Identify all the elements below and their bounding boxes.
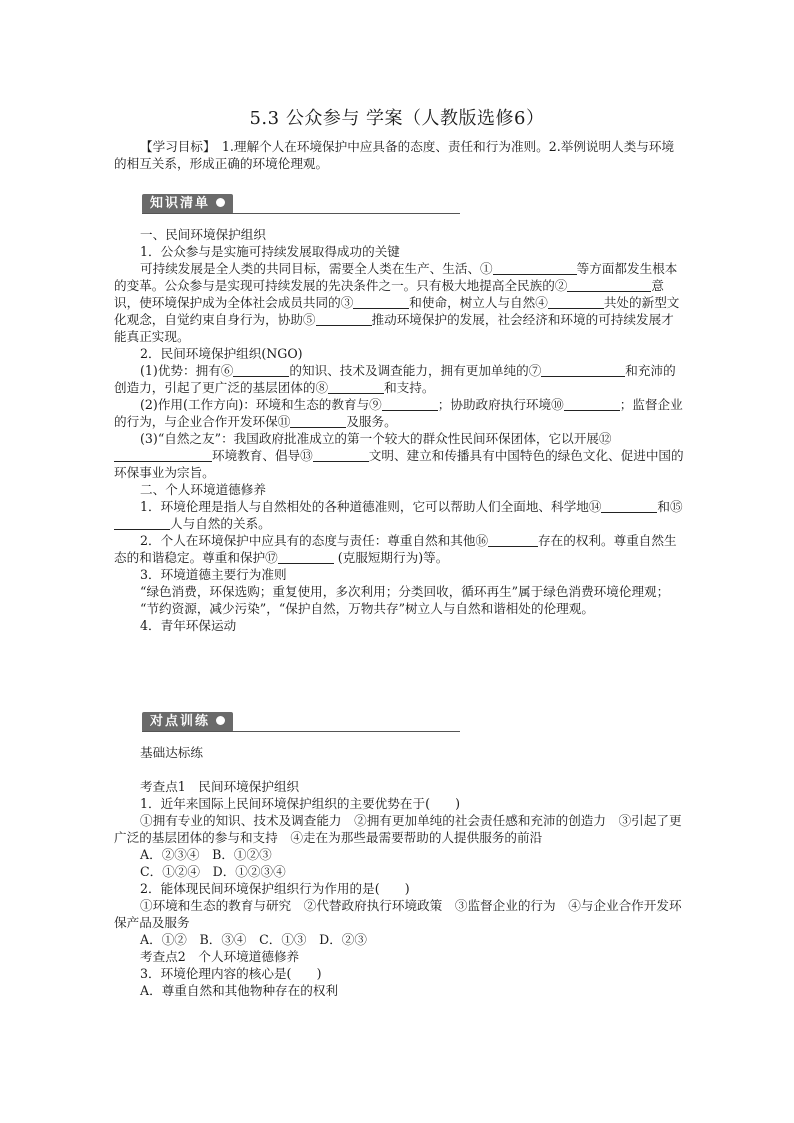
paragraph: [114, 362, 684, 396]
question-3-choice-a: A．尊重自然和其他物种存在的权利: [140, 983, 339, 998]
text-run: (2)作用(工作方向)：环境和生态的教育与⑨: [140, 397, 382, 412]
text-run: 2．个人在环境保护中应具有的态度与责任：尊重自然和其他⑯: [140, 533, 489, 548]
sub-heading: 4．青年环保运动: [140, 618, 237, 633]
fill-blank[interactable]: [493, 261, 577, 275]
text-run: 和⑮: [657, 499, 683, 514]
banner-dot-icon: [216, 198, 225, 207]
paragraph: [114, 260, 684, 345]
paragraph: [114, 532, 684, 566]
section-banner-knowledge: [114, 194, 684, 216]
fill-blank[interactable]: [313, 448, 369, 462]
fill-blank[interactable]: [353, 295, 409, 309]
paragraph: “节约资源，减少污染”，“保护自然，万物共存”树立人与自然和谐相处的伦理观。: [140, 601, 594, 616]
objectives-text: 1.理解个人在环境保护中应具备的态度、责任和行为准则。2.举例说明人类与环境的相互关系，形成正确的环境伦理观。: [114, 139, 675, 171]
text-run: ；协助政府执行环境⑩: [437, 397, 564, 412]
text-run: 推动环境保护的发展，社会经济和环境的可持续发展才能真正实现。: [114, 312, 674, 344]
text-run: 的知识、技术及调查能力，拥有更加单纯的⑦: [289, 363, 542, 378]
fill-blank[interactable]: [567, 278, 651, 292]
text-run: ；监督企业的行为，与企业合作开发环保⑪: [114, 397, 683, 429]
fill-blank[interactable]: [488, 533, 538, 547]
fill-blank[interactable]: [316, 312, 372, 326]
question-1-choices: A．②③④ B．①②③: [140, 847, 272, 862]
text-run: (3)“自然之友”：我国政府批准成立的第一个较大的群众性民间环保团体，它以开展⑫: [140, 431, 612, 446]
text-run: 可持续发展是全人类的共同目标，需要全人类在生产、生活、①: [140, 261, 493, 276]
question-1: 1．近年来国际上民间环境保护组织的主要优势在于( ): [140, 796, 461, 811]
kp-heading-2: 考查点2 个人环境道德修养: [140, 949, 300, 964]
fill-blank[interactable]: [114, 516, 170, 530]
sub-heading: 2．民间环境保护组织(NGO): [140, 346, 303, 361]
banner-label: 对点训练: [150, 714, 211, 729]
paragraph: [114, 498, 684, 532]
fill-blank[interactable]: [382, 397, 438, 411]
text-run: 意识，使环境保护成为全体社会成员共同的③: [114, 278, 664, 310]
paragraph: [114, 430, 684, 481]
sub-heading: 1．公众参与是实施可持续发展取得成功的关键: [140, 244, 400, 259]
text-run: 文明、建立和传播具有中国特色的绿色文化、促进中国的环保事业为宗旨。: [114, 448, 684, 480]
text-run: 和支持。: [384, 380, 435, 395]
kp-heading-1: 考查点1 民间环境保护组织: [140, 779, 300, 794]
fill-blank[interactable]: [541, 363, 625, 377]
banner-dot-icon: [216, 716, 225, 725]
text-run: 和使命，树立人与自然④: [409, 295, 548, 310]
question-1-choices: C．①②④ D．①②③④: [140, 864, 286, 879]
fill-blank[interactable]: [564, 397, 620, 411]
text-run: (克服短期行为)等。: [333, 550, 449, 565]
banner-rule: [142, 213, 460, 214]
question-3: 3．环境伦理内容的核心是( ): [140, 966, 322, 981]
heading-ngo: 一、民间环境保护组织: [140, 227, 266, 242]
text-run: (1)优势：拥有⑥: [140, 363, 234, 378]
question-2: 2．能体现民间环境保护组织行为作用的是( ): [140, 881, 410, 896]
practice-subtitle: 基础达标练: [140, 745, 203, 760]
fill-blank[interactable]: [548, 295, 604, 309]
question-2-options: ①环境和生态的教育与研究 ②代替政府执行环境政策 ③监督企业的行为 ④与企业合作开发环保产品及服务: [114, 898, 682, 930]
banner-box: [142, 194, 233, 214]
paragraph: “绿色消费，环保选购；重复使用，多次利用；分类回收，循环再生”属于绿色消费环境伦理观；: [140, 584, 670, 599]
text-run: 环境教育、倡导⑬: [212, 448, 313, 463]
sub-heading: 3．环境道德主要行为准则: [140, 567, 287, 582]
text-run: 和充沛的创造力，引起了更广泛的基层团体的⑧: [114, 363, 676, 395]
text-run: 共处的新型文化观念，自觉约束自身行为，协助⑤: [114, 295, 680, 327]
text-run: 存在的权利。尊重自然生态的和谐稳定。尊重和保护⑰: [114, 533, 677, 565]
page-title: 5.3 公众参与 学案（人教版选修6）: [249, 108, 545, 129]
knowledge-section: [114, 194, 684, 634]
heading-personal: 二、个人环境道德修养: [140, 482, 266, 497]
section-banner-practice: [114, 712, 684, 734]
objectives-label: 【学习目标】: [140, 139, 210, 154]
fill-blank[interactable]: [328, 380, 384, 394]
text-run: 1．环境伦理是指人与自然相处的各种道德准则，它可以帮助人们全面地、科学地⑭: [140, 499, 602, 514]
fill-blank[interactable]: [601, 499, 657, 513]
banner-box: [142, 712, 233, 732]
fill-blank[interactable]: [233, 363, 289, 377]
banner-rule: [142, 731, 460, 732]
banner-label: 知识清单: [150, 196, 211, 211]
question-1-options: ①拥有专业的知识、技术及调查能力 ②拥有更加单纯的社会责任感和充沛的创造力 ③引起了更广泛的基层团体的参与和支持 ④走在为那些最需要帮助的人提供服务的前沿: [114, 813, 682, 845]
paragraph: [114, 396, 684, 430]
fill-blank[interactable]: [278, 550, 334, 564]
fill-blank[interactable]: [114, 448, 212, 462]
learning-objectives: [114, 138, 684, 172]
question-2-choices: A．①② B．③④ C．①③ D．②③: [140, 932, 367, 947]
practice-section: [114, 712, 684, 999]
text-run: 及服务。: [346, 414, 397, 429]
fill-blank[interactable]: [290, 414, 346, 428]
text-run: 等方面都发生根本的变革。公众参与是实现可持续发展的先决条件之一。只有极大地提高全民族的②: [114, 261, 678, 293]
text-run: 人与自然的关系。: [170, 516, 271, 531]
